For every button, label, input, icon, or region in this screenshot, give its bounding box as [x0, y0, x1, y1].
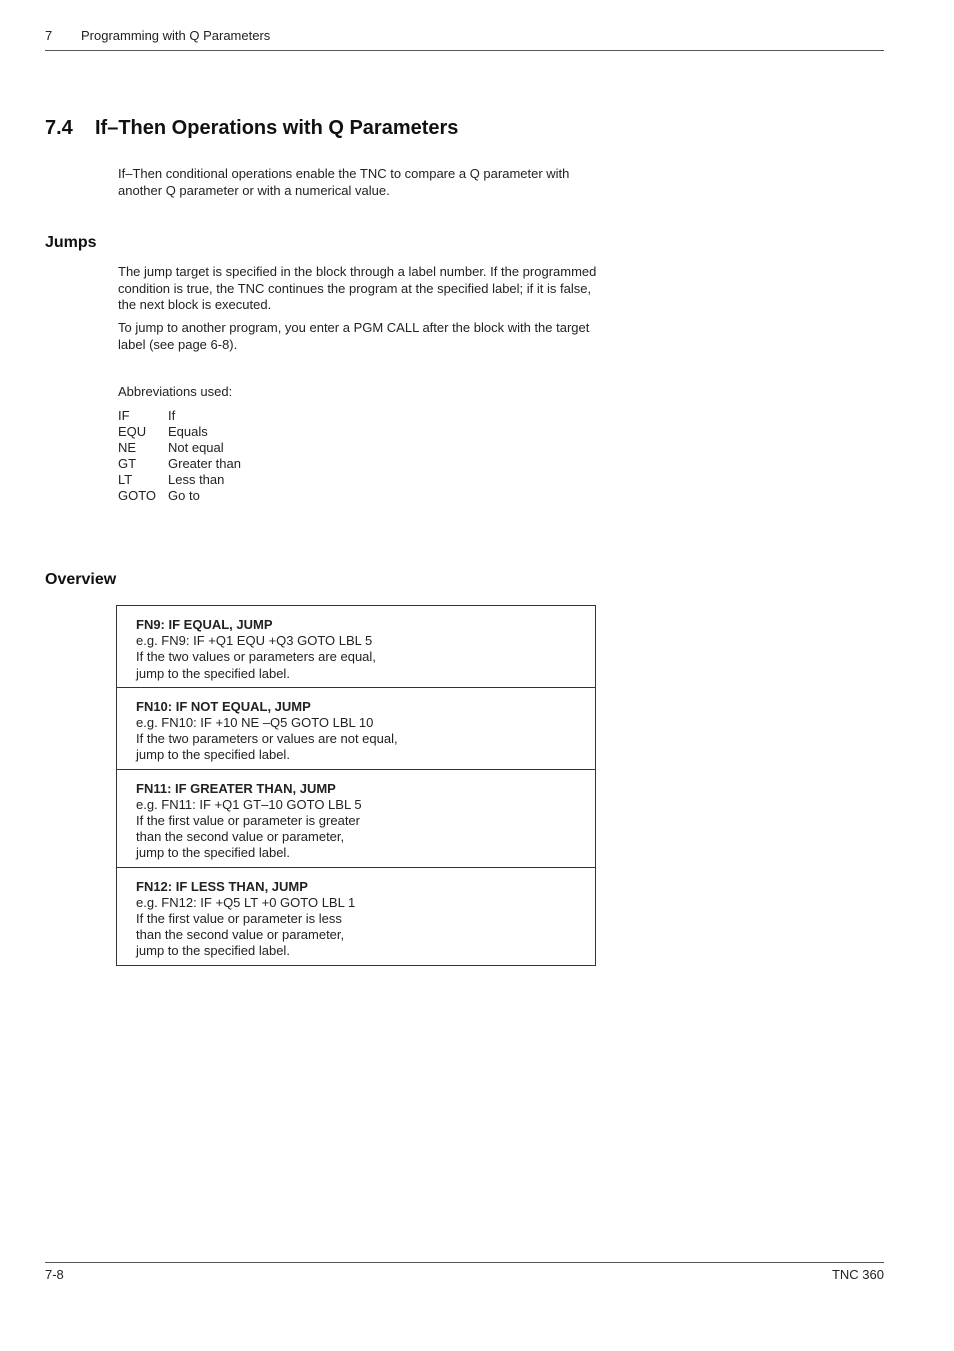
function-title: FN11: IF GREATER THAN, JUMP: [136, 780, 336, 796]
abbreviation-value: Not equal: [168, 440, 224, 455]
abbreviation-item: [118, 472, 241, 488]
function-line: If the first value or parameter is greater: [136, 813, 360, 829]
running-header: [45, 28, 884, 51]
function-cell-fn11: [117, 770, 595, 868]
jumps-heading: Jumps: [45, 234, 97, 251]
overview-heading: Overview: [45, 571, 117, 588]
section-heading: [45, 117, 458, 140]
abbreviation-key: IF: [118, 408, 130, 423]
function-line: e.g. FN11: IF +Q1 GT–10 GOTO LBL 5: [136, 796, 362, 812]
page-number: 7-8: [45, 1267, 64, 1282]
abbreviation-item: [118, 424, 241, 440]
function-line: jump to the specified label.: [136, 665, 290, 681]
running-footer: [45, 1262, 884, 1282]
function-title: FN12: IF LESS THAN, JUMP: [136, 878, 308, 894]
abbreviation-value: Equals: [168, 424, 208, 439]
abbreviation-item: [118, 456, 241, 472]
abbreviation-list: [118, 408, 241, 504]
abbreviation-value: Go to: [168, 488, 200, 503]
jumps-paragraph-1: The jump target is specified in the block through a label number. If the programmed condition is true, the TNC continues the program at the specified label; if it is false, the next block is executed.: [118, 264, 597, 312]
function-cell-fn12: [117, 868, 595, 965]
abbreviation-value: Less than: [168, 472, 225, 487]
abbreviation-key: GOTO: [118, 488, 157, 503]
section-number: 7.4: [45, 117, 73, 139]
function-line: If the first value or parameter is less: [136, 911, 342, 927]
abbreviation-key: EQU: [118, 424, 147, 439]
product-name: TNC 360: [831, 1267, 884, 1282]
abbreviations-intro: Abbreviations used:: [118, 384, 233, 399]
function-line: jump to the specified label.: [136, 943, 290, 959]
function-line: than the second value or parameter,: [136, 829, 345, 845]
chapter-number: 7: [45, 28, 53, 43]
abbreviation-item: [118, 408, 241, 424]
abbreviation-key: GT: [118, 456, 137, 471]
abbreviation-value: Greater than: [168, 456, 241, 471]
function-cell-fn9: [117, 606, 595, 688]
function-line: If the two values or parameters are equal,: [136, 649, 376, 665]
section-title: If–Then Operations with Q Parameters: [95, 117, 459, 139]
function-cell-fn10: [117, 688, 595, 770]
abbreviation-key: LT: [118, 472, 133, 487]
abbreviation-item: [118, 488, 241, 504]
function-line: jump to the specified label.: [136, 747, 290, 763]
function-line: than the second value or parameter,: [136, 927, 345, 943]
function-line: e.g. FN10: IF +10 NE –Q5 GOTO LBL 10: [136, 715, 374, 731]
function-line: jump to the specified label.: [136, 845, 290, 861]
jumps-paragraph-2: To jump to another program, you enter a PGM CALL after the block with the target label (see page 6-8).: [118, 320, 590, 352]
function-line: e.g. FN12: IF +Q5 LT +0 GOTO LBL 1: [136, 894, 356, 910]
overview-table: [116, 605, 596, 966]
abbreviation-item: [118, 440, 241, 456]
intro-paragraph: If–Then conditional operations enable the TNC to compare a Q parameter with another Q parameter or with a numerical value.: [118, 166, 570, 198]
abbreviation-key: NE: [118, 440, 137, 455]
abbreviation-value: If: [168, 408, 176, 423]
chapter-title: Programming with Q Parameters: [81, 28, 271, 43]
function-title: FN9: IF EQUAL, JUMP: [136, 617, 273, 632]
function-title: FN10: IF NOT EQUAL, JUMP: [136, 698, 311, 714]
function-line: e.g. FN9: IF +Q1 EQU +Q3 GOTO LBL 5: [136, 633, 373, 649]
function-line: If the two parameters or values are not equal,: [136, 731, 398, 747]
